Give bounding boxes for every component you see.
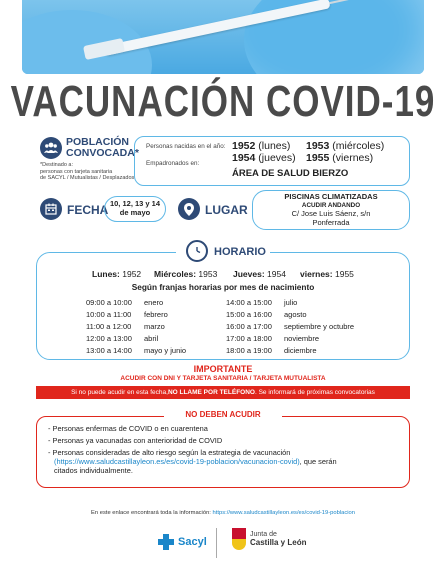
lugar-label: LUGAR — [205, 203, 248, 217]
schedule-month: noviembre — [284, 334, 320, 343]
fecha-value-line: 10, 12, 13 y 14 — [109, 199, 161, 208]
day-year: 1954 — [267, 269, 286, 279]
lugar-city: Ponferrada — [312, 217, 350, 227]
schedule-time: 12:00 a 13:00 — [86, 334, 132, 343]
schedule-month: mayo y junio — [144, 346, 187, 355]
poblacion-label — [66, 137, 139, 159]
sacyl-name: Sacyl — [178, 536, 207, 548]
no-acudir-item-line: , que serán — [299, 457, 337, 466]
notice-text: Si no puede acudir en esta fecha, — [71, 389, 168, 396]
schedule-month: julio — [284, 298, 298, 307]
note-line: *Destinado a: — [40, 162, 74, 168]
jcyl-line: Junta de — [250, 530, 277, 538]
schedule-month: abril — [144, 334, 159, 343]
schedule-time: 15:00 a 16:00 — [226, 310, 272, 319]
fecha-label: FECHA — [67, 203, 109, 217]
jcyl-line: Castilla y León — [250, 537, 307, 547]
year-day: (viernes) — [332, 152, 374, 164]
vacunacion-link[interactable]: (https://www.saludcastillayleon.es/es/covid-19-poblacion/vacunacion-covid) — [54, 457, 300, 466]
importante-line: ACUDIR CON DNI Y TARJETA SANITARIA / TARJETA MUTUALISTA — [120, 375, 326, 382]
day-name: Jueves: — [233, 269, 265, 279]
schedule-row — [226, 310, 307, 319]
year-1954 — [232, 152, 296, 164]
schedule-row — [86, 322, 165, 331]
schedule-row — [226, 346, 317, 355]
schedule-row — [86, 346, 186, 355]
clock-icon — [186, 240, 208, 262]
area-salud: ÁREA DE SALUD BIERZO — [232, 168, 349, 179]
importante-heading: IMPORTANTE — [193, 364, 253, 374]
sacyl-logo — [158, 534, 207, 550]
footer-note — [0, 510, 446, 516]
day-year: 1952 — [122, 269, 142, 279]
notice-bold: NO LLAME POR TELÉFONO — [167, 389, 255, 396]
day-name: Miércoles: — [154, 269, 197, 279]
note-line: personas con tarjeta sanitaria — [40, 168, 113, 175]
header-vaccine-image — [22, 0, 424, 74]
schedule-time: 14:00 a 15:00 — [226, 298, 272, 307]
schedule-row — [226, 322, 354, 331]
year-day: (jueves) — [258, 152, 296, 164]
note-line: de SACYL / Mutualistas / Desplazados — [40, 175, 135, 181]
footer-text: En este enlace encontrará toda la información: — [91, 510, 213, 516]
schedule-time: 13:00 a 14:00 — [86, 346, 132, 355]
no-llame-notice — [36, 386, 410, 399]
jcyl-text — [250, 531, 306, 548]
schedule-time: 10:00 a 11:00 — [86, 310, 132, 319]
horario-subtitle: Según franjas horarias por mes de nacimiento — [131, 282, 315, 292]
calendar-icon — [40, 198, 62, 220]
year-day: (lunes) — [258, 140, 291, 152]
schedule-month: enero — [144, 298, 164, 307]
location-pin-icon — [178, 198, 200, 220]
lugar-name: PISCINAS CLIMATIZADAS — [284, 192, 378, 201]
no-acudir-heading: NO DEBEN ACUDIR — [185, 410, 261, 419]
poblacion-label-line1: POBLACIÓN — [66, 136, 129, 148]
footer-link[interactable]: https://www.saludcastillayleon.es/es/covid-19-poblacion — [212, 510, 355, 516]
day-name: viernes: — [300, 269, 333, 279]
schedule-time: 11:00 a 12:00 — [86, 322, 132, 331]
schedule-row — [86, 298, 163, 307]
no-acudir-item — [48, 448, 398, 475]
notice-text: . Se informará de próximas convocatorias — [254, 389, 375, 396]
no-acudir-item: - Personas enfermas de COVID o en cuarentena — [48, 424, 208, 433]
schedule-row — [226, 298, 297, 307]
year-day: (miércoles) — [332, 140, 385, 152]
day-year: 1955 — [334, 269, 354, 279]
schedule-time: 18:00 a 19:00 — [226, 346, 272, 355]
lugar-address: C/ Jose Luis Sáenz, s/n — [291, 209, 371, 218]
year-1953 — [306, 140, 384, 152]
schedule-month: diciembre — [284, 346, 317, 355]
year-value: 1955 — [306, 152, 330, 164]
schedule-month: septiembre y octubre — [284, 322, 355, 331]
schedule-month: agosto — [284, 310, 307, 319]
no-acudir-item-line: citados individualmente. — [54, 466, 133, 475]
day-lunes — [92, 269, 141, 279]
day-name: Lunes: — [92, 269, 120, 279]
schedule-row — [86, 310, 168, 319]
coat-of-arms-icon — [232, 528, 246, 550]
schedule-month: febrero — [144, 310, 168, 319]
page-title: VACUNACIÓN COVID-19 — [10, 77, 436, 126]
poblacion-note — [40, 162, 134, 182]
day-year: 1953 — [198, 269, 218, 279]
schedule-time: 09:00 a 10:00 — [86, 298, 132, 307]
year-1952 — [232, 140, 290, 152]
jcyl-logo — [232, 528, 306, 550]
poblacion-label-line2: CONVOCADA* — [66, 147, 139, 159]
schedule-month: marzo — [144, 322, 165, 331]
no-acudir-item-line: - Personas consideradas de alto riesgo según la estrategia de vacunación — [48, 448, 291, 457]
year-value: 1952 — [232, 140, 256, 152]
lugar-value — [252, 193, 410, 227]
logo-divider — [216, 528, 217, 558]
empadronados-label: Empadronados en: — [146, 160, 200, 167]
medical-cross-icon — [158, 534, 174, 550]
fecha-value-line: de mayo — [119, 207, 151, 217]
year-1955 — [306, 152, 373, 164]
year-value: 1953 — [306, 140, 330, 152]
schedule-row — [226, 334, 319, 343]
fecha-value — [104, 200, 166, 217]
lugar-mode: ACUDIR ANDANDO — [301, 201, 361, 209]
day-viernes — [300, 269, 354, 279]
day-miercoles — [154, 269, 217, 279]
no-acudir-item: - Personas ya vacunadas con anterioridad de COVID — [48, 436, 223, 445]
nacidos-label: Personas nacidas en el año: — [146, 143, 226, 150]
schedule-time: 17:00 a 18:00 — [226, 334, 272, 343]
schedule-row — [86, 334, 158, 343]
year-value: 1954 — [232, 152, 256, 164]
horario-label: HORARIO — [214, 246, 266, 258]
people-icon — [40, 137, 62, 159]
schedule-time: 16:00 a 17:00 — [226, 322, 272, 331]
day-jueves — [233, 269, 286, 279]
